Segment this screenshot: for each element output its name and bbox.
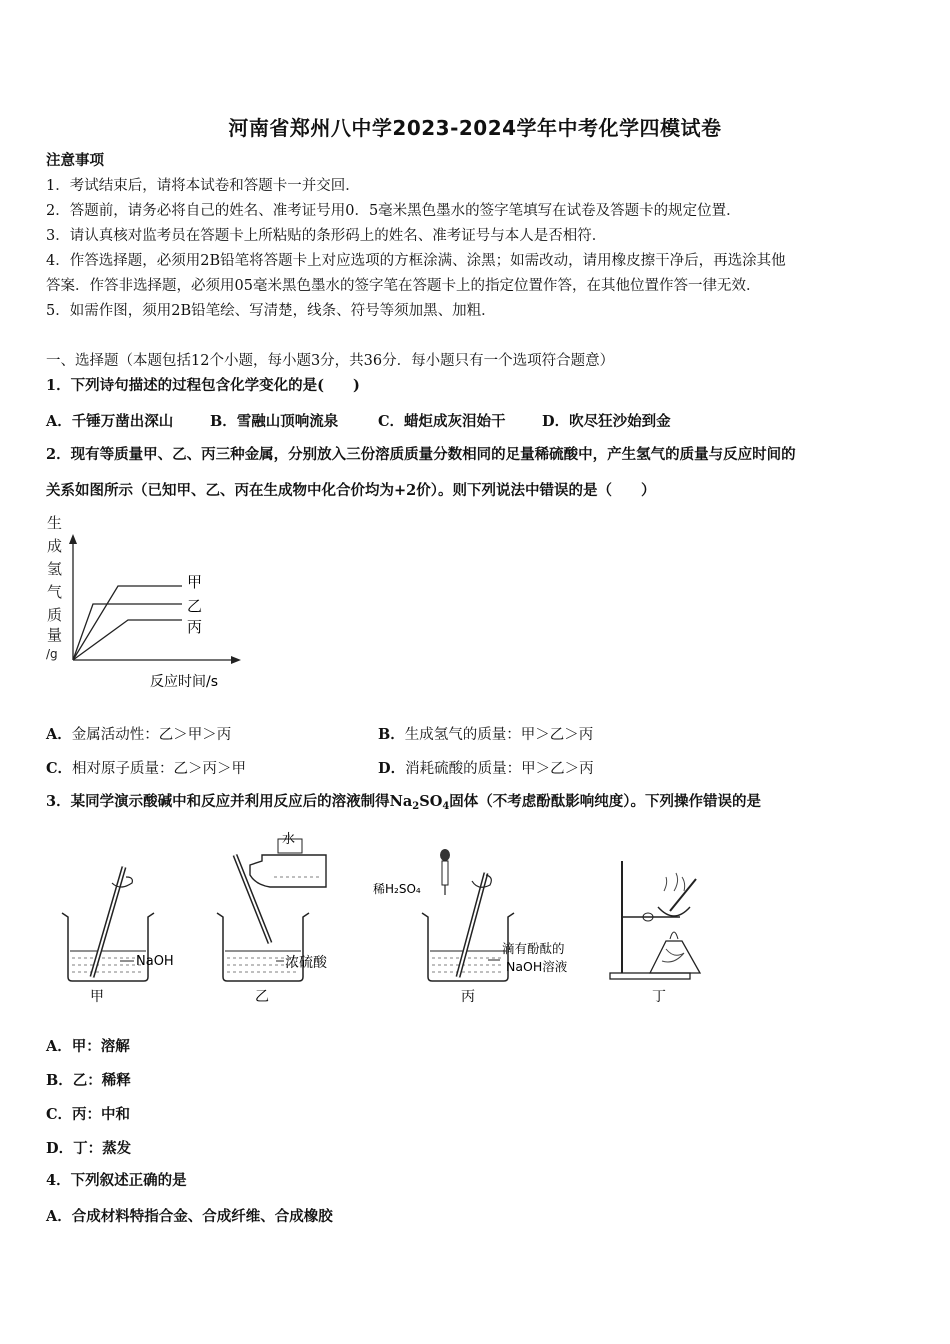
q3-apparatus-figures (40, 825, 720, 1010)
fig-jia (62, 867, 174, 1005)
option-text: 生成氢气的质量：甲＞乙＞丙 (404, 727, 594, 743)
glass-rod (670, 879, 696, 911)
option-key: B． (378, 726, 405, 743)
fig-bing-caption: 丙 (461, 989, 475, 1005)
fig-bing-label2: NaOH溶液 (506, 959, 568, 974)
option-key: C． (46, 1106, 73, 1123)
dropper (442, 861, 448, 885)
q3-option-b[interactable] (46, 1069, 131, 1090)
q2-hydrogen-graph (40, 510, 260, 695)
graph-ylabel-char: 量 (47, 626, 63, 644)
fig-yi (217, 831, 328, 1005)
q2-option-b[interactable] (378, 723, 593, 744)
graph-y-arrow (69, 534, 77, 544)
graph-ylabel-char: 质 (47, 606, 63, 624)
graph-ylabel-char: 生 (47, 514, 63, 532)
option-text: 乙：稀释 (72, 1072, 131, 1089)
q1-option-c[interactable]: C．蜡炬成灰泪始干 (378, 413, 506, 430)
option-text: 合成材料特指合金、合成纤维、合成橡胶 (71, 1208, 333, 1225)
section-heading: 一、选择题（本题包括12个小题，每小题3分，共36分．每小题只有一个选项符合题意） (46, 353, 615, 369)
option-key: A． (46, 1208, 72, 1225)
q3-option-d[interactable] (46, 1137, 131, 1158)
option-key: B． (46, 1072, 73, 1089)
option-text: 金属活动性：乙＞甲＞丙 (71, 727, 232, 743)
dropper-bulb (440, 849, 450, 861)
q2-stem-line1: 2．现有等质量甲、乙、丙三种金属，分别放入三份溶质质量分数相同的足量稀硫酸中，产生氢气的质量与反应时间的 (46, 446, 796, 463)
q2-option-d[interactable] (378, 757, 594, 778)
q2-option-c[interactable] (46, 757, 246, 778)
fig-yi-caption: 乙 (255, 989, 269, 1005)
q3-stem (46, 792, 761, 812)
fig-bing (373, 849, 568, 1005)
notice-item: 2．答题前，请务必将自己的姓名、准考证号用0．5毫米黑色墨水的签字笔填写在试卷及答题卡的规定位置． (46, 203, 741, 219)
graph-legend-yi: 乙 (187, 597, 203, 615)
option-text: 丁：蒸发 (73, 1140, 132, 1157)
option-text: 丙：中和 (72, 1106, 131, 1123)
graph-ylabel-char: 成 (47, 537, 63, 555)
option-key: A． (46, 1038, 72, 1055)
graph-ylabel-char: 氢 (47, 560, 63, 578)
fig-bing-acid: 稀H₂SO₄ (373, 882, 421, 896)
page-title: 河南省郑州八中学2023-2024学年中考化学四模试卷 (228, 116, 722, 140)
graph-line-bing (73, 620, 182, 660)
notice-item: 1．考试结束后，请将本试卷和答题卡一并交回． (46, 178, 360, 194)
option-key: D． (378, 760, 406, 777)
fig-yi-label: 浓硫酸 (285, 955, 327, 971)
graph-legend-jia: 甲 (187, 573, 203, 591)
fig-ding-caption: 丁 (652, 989, 666, 1005)
graph-ylabel-unit: /g (46, 647, 58, 661)
alcohol-lamp (650, 941, 700, 973)
flame (670, 932, 678, 939)
reagent-bottle (250, 855, 326, 887)
q3-option-c[interactable] (46, 1103, 130, 1124)
q3-stem-mid: SO (419, 793, 443, 810)
q4-stem: 4．下列叙述正确的是 (46, 1172, 187, 1189)
q1-option-d[interactable]: D．吹尽狂沙始到金 (542, 413, 671, 430)
notice-item: 3．请认真核对监考员在答题卡上所粘贴的条形码上的姓名、准考证号与本人是否相符． (46, 228, 607, 244)
q1-stem: 1．下列诗句描述的过程包含化学变化的是( ) (46, 377, 360, 394)
option-text: 消耗硫酸的质量：甲＞乙＞丙 (405, 761, 594, 777)
notice-heading: 注意事项 (46, 152, 104, 169)
q3-stem-pre: 3．某同学演示酸碱中和反应并利用反应后的溶液制得Na (46, 793, 413, 810)
q3-stem-post: 固体（不考虑酚酞影响纯度）。下列操作错误的是 (449, 793, 762, 810)
graph-x-arrow (231, 656, 241, 664)
iron-stand-base (610, 973, 690, 979)
evaporating-dish (658, 907, 690, 916)
fig-jia-label: NaOH (136, 954, 174, 969)
fig-jia-caption: 甲 (90, 989, 104, 1005)
steam (664, 873, 685, 891)
notice-item: 答案．作答非选择题，必须用05毫米黑色墨水的签字笔在答题卡上的指定位置作答，在其他位置作答一律无效． (46, 278, 761, 294)
q3-option-a[interactable] (46, 1035, 130, 1056)
q3-stem-sub: 2 (412, 801, 420, 812)
option-text: 相对原子质量：乙＞丙＞甲 (72, 761, 247, 777)
q1-option-b[interactable]: B．雪融山顶响流泉 (210, 413, 339, 430)
q1-option-a[interactable]: A．千锤万凿出深山 (46, 413, 174, 430)
q2-stem-line2: 关系如图所示（已知甲、乙、丙在生成物中化合价均为+2价）。则下列说法中错误的是（ ） (46, 482, 656, 499)
q4-option-a[interactable] (46, 1205, 333, 1226)
option-key: C． (46, 760, 73, 777)
graph-legend-bing: 丙 (187, 618, 203, 636)
notice-item: 5．如需作图，须用2B铅笔绘、写清楚，线条、符号等须加黑、加粗． (46, 303, 496, 319)
option-text: 甲：溶解 (71, 1038, 130, 1055)
fig-bing-label1: 滴有酚酞的 (502, 941, 565, 956)
option-key: D． (46, 1140, 74, 1157)
notice-item: 4．作答选择题，必须用2B铅笔将答题卡上对应选项的方框涂满、涂黑；如需改动，请用橡皮擦干净后，再选涂其他 (46, 253, 786, 269)
graph-xlabel: 反应时间/s (150, 674, 219, 690)
q2-option-a[interactable] (46, 723, 231, 744)
fig-yi-water: 水 (282, 832, 296, 847)
q3-stem-sub: 4 (442, 801, 450, 812)
graph-ylabel-char: 气 (47, 583, 63, 601)
fig-ding (610, 861, 700, 1005)
option-key: A． (46, 726, 72, 743)
